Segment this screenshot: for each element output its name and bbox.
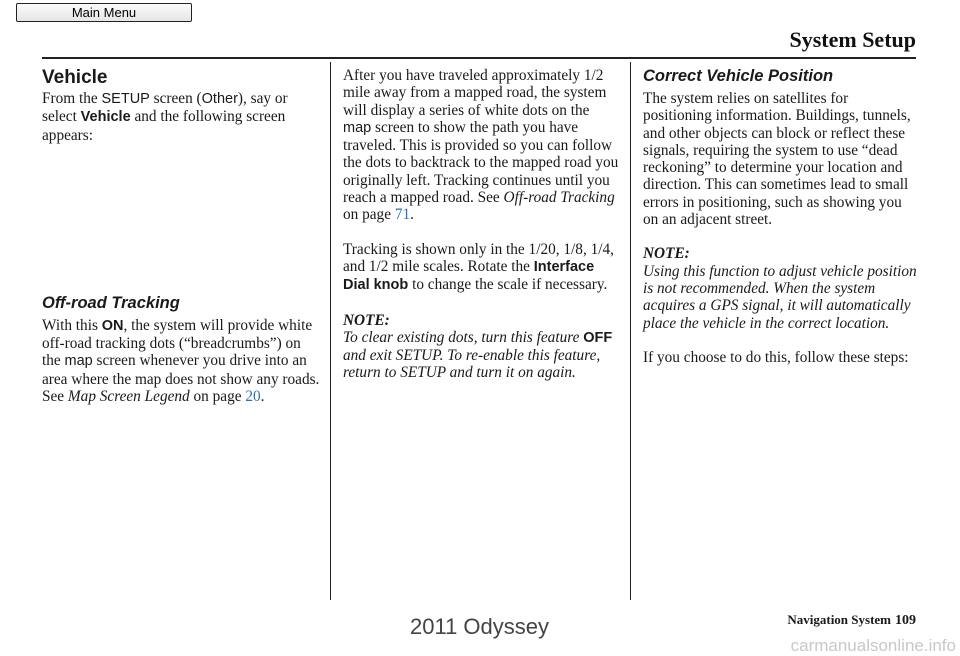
column-divider-1 — [330, 62, 331, 600]
off-road-tracking-ref: Off-road Tracking — [503, 189, 615, 207]
site-watermark: carmanualsonline.info — [790, 636, 956, 655]
note-text: To clear existing dots, turn this feature OFF and exit SETUP. To re-enable this feature, return to SETUP and turn it on again. — [343, 328, 613, 382]
position-paragraph: The system relies on satellites for positioning information. Buildings, tunnels, and other objects can block or reflect these signals, requiring the system to use “dead reckoning” to determine your location and direction. This can sometimes lead to small errors in positioning, such as showing you on an adjacent street. — [643, 90, 911, 229]
on-term: ON — [101, 317, 124, 334]
page-title: System Setup — [789, 27, 916, 52]
off-term: OFF — [583, 329, 613, 346]
map-screen-legend-ref: Map Screen Legend — [67, 388, 190, 406]
scales-paragraph: Tracking is shown only in the 1/20, 1/8, 1/4, and 1/2 mile scales. Rotate the Interface Dial knob to change the scale if necessary. — [343, 240, 614, 294]
column-1 — [42, 67, 320, 405]
interface-dial-term: Interface Dial knob — [343, 258, 595, 294]
setup-term: SETUP — [101, 91, 150, 107]
note-text: Using this function to adjust vehicle position is not recommended. When the system acquires a GPS signal, it will automatically place the vehicle in the correct location. — [643, 262, 917, 332]
vehicle-intro-paragraph: From the SETUP screen (Other), say or select Vehicle and the following screen appears: — [42, 90, 288, 144]
other-term: Other — [201, 91, 238, 107]
page-71-link[interactable]: 71 — [394, 206, 411, 224]
off-road-tracking-paragraph: With this ON, the system will provide white off-road tracking dots (“breadcrumbs”) on the map screen whenever you drive into an area where the map does not show any roads. See Map Screen Legend on page 20. — [42, 316, 320, 406]
note-label: NOTE: — [343, 311, 390, 329]
footer-nav-label: Navigation System — [787, 612, 891, 627]
column-3 — [643, 67, 919, 366]
column-divider-2 — [630, 62, 631, 600]
title-rule — [42, 57, 916, 59]
off-road-tracking-heading: Off-road Tracking — [42, 293, 180, 312]
steps-paragraph: If you choose to do this, follow these steps: — [643, 348, 909, 366]
vehicle-heading: Vehicle — [42, 67, 108, 88]
main-menu-button[interactable]: Main Menu — [16, 3, 192, 22]
model-watermark: 2011 Odyssey — [410, 614, 550, 639]
column-2 — [343, 67, 619, 382]
page-number: 109 — [895, 613, 916, 628]
map-term: map — [343, 119, 372, 136]
vehicle-term: Vehicle — [80, 109, 131, 126]
correct-vehicle-position-heading: Correct Vehicle Position — [643, 67, 834, 85]
note-label: NOTE: — [643, 245, 690, 263]
map-term: map — [64, 353, 93, 370]
page-20-link[interactable]: 20 — [245, 388, 261, 406]
footer-nav — [787, 612, 916, 629]
tracking-paragraph: After you have traveled approximately 1/2 mile away from a mapped road, the system will display a series of white dots on the map screen to show the path you have traveled. This is provided so you can follow the dots to backtrack to the mapped road you originally left. Tracking continues until you reach a mapped road. See Off-road Tracking on page 71. — [343, 67, 619, 224]
